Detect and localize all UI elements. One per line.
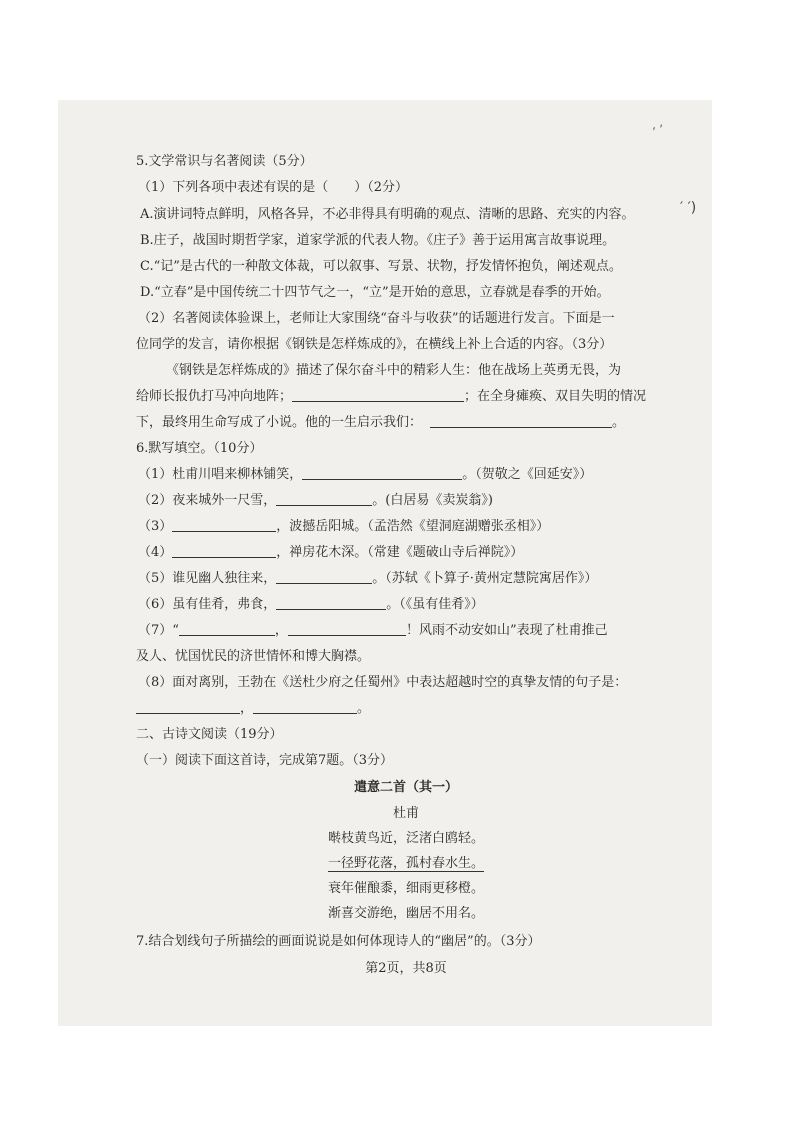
- answer-blank[interactable]: [430, 413, 612, 428]
- q6-item7-comma: ，: [274, 623, 288, 638]
- q6-item4-text: ，禅房花木深。（常建《题破山寺后禅院》）: [276, 545, 524, 560]
- q6-item3-num: （3）: [138, 519, 173, 534]
- answer-blank[interactable]: [253, 699, 357, 714]
- q6-item2: [138, 489, 493, 508]
- q6-item7: [138, 619, 608, 638]
- q6-item8-blanks: [136, 697, 370, 716]
- answer-blank[interactable]: [276, 491, 372, 506]
- answer-blank[interactable]: [288, 621, 406, 636]
- q5-option-b: B.庄子，战国时期哲学家，道家学派的代表人物。《庄子》善于运用寓言故事说理。: [140, 233, 616, 248]
- section2-sub: （一）阅读下面这首诗，完成第7题。（3分）: [136, 753, 394, 768]
- q5-para-line3: [136, 411, 625, 430]
- q6-item1-text: （1）杜甫川唱来柳林铺笑，: [138, 467, 303, 482]
- q6-item4-num: （4）: [138, 545, 173, 560]
- q5-option-a: A.演讲词特点鲜明，风格各异，不必非得具有明确的观点、清晰的思路、充实的内容。: [140, 207, 635, 222]
- q6-item5: [138, 567, 597, 586]
- exam-paper: [58, 100, 712, 1026]
- q7-question: 7.结合划线句子所描绘的画面说说是如何体现诗人的“幽居”的。（3分）: [136, 934, 541, 949]
- q6-item7-num: （7）“: [138, 623, 179, 638]
- q5-para-line3a: 下，最终用生命写成了小说。他的一生启示我们：: [136, 415, 423, 430]
- q6-item4: [138, 541, 523, 560]
- poem-line2: [136, 852, 676, 871]
- q6-item7-cont: 及人、忧国忧民的济世情怀和博大胸襟。: [136, 649, 371, 664]
- answer-blank[interactable]: [276, 569, 372, 584]
- pen-mark: ′ ′: [651, 122, 668, 142]
- q6-item1-source: 。（贺敬之《回延安》）: [462, 467, 593, 482]
- answer-blank[interactable]: [172, 543, 276, 558]
- q5-para-line2: [136, 385, 646, 404]
- q5-para-line1: 《钢铁是怎样炼成的》描述了保尔奋斗中的精彩人生：他在战场上英勇无畏，为: [166, 363, 622, 378]
- section2-title: 二、古诗文阅读（19分）: [136, 727, 283, 742]
- q5-sub2-line1: （2）名著阅读体验课上，老师让大家围绕“奋斗与收获”的话题进行发言。下面是一: [138, 311, 615, 326]
- answer-blank[interactable]: [179, 621, 275, 636]
- poem-line1: 啭枝黄鸟近，泛渚白鸥轻。: [327, 831, 484, 846]
- q5-option-d: D.“立春”是中国传统二十四节气之一，“立”是开始的意思，立春就是春季的开始。: [140, 285, 610, 300]
- q6-item1: [138, 463, 592, 482]
- answer-blank[interactable]: [136, 699, 240, 714]
- q6-item8-end: 。: [357, 701, 371, 716]
- q5-para-line3b: 。: [612, 415, 626, 430]
- q6-item8: （8）面对离别，王勃在《送杜少府之任蜀州》中表达超越时空的真挚友情的句子是：: [138, 675, 628, 690]
- q6-item3: [138, 515, 549, 534]
- q6-item3-text: ，波撼岳阳城。（孟浩然《望洞庭湖赠张丞相》）: [276, 519, 550, 534]
- answer-blank[interactable]: [276, 595, 386, 610]
- poem-line3: 衰年催酿黍，细雨更移橙。: [327, 881, 484, 896]
- pen-mark: ′ ′): [680, 200, 697, 216]
- answer-blank[interactable]: [172, 517, 276, 532]
- q5-para-line2b: ；在全身瘫痪、双目失明的情况: [464, 389, 647, 404]
- q5-title: 5.文学常识与名著阅读（5分）: [136, 154, 313, 169]
- q5-sub1: （1）下列各项中表述有误的是（ ）（2分）: [138, 180, 409, 195]
- q5-para-line2a: 给师长报仇打马冲向地阵；: [136, 389, 293, 404]
- poem-title: 遣意二首（其一）: [353, 780, 458, 795]
- q6-title: 6.默写填空。（10分）: [136, 441, 263, 456]
- q6-item5-source: 。（苏轼《卜算子·黄州定慧院寓居作》）: [372, 571, 598, 586]
- answer-blank[interactable]: [302, 465, 462, 480]
- q6-item5-text: （5）谁见幽人独往来，: [138, 571, 277, 586]
- poem-line2-underlined: 一径野花落，孤村春水生。: [327, 856, 484, 871]
- q6-item7-text: ！风雨不动安如山”表现了杜甫推己: [405, 623, 608, 638]
- q5-sub2-line2: 位同学的发言，请你根据《钢铁是怎样炼成的》，在横线上补上合适的内容。（3分）: [136, 337, 613, 352]
- q6-item2-text: （2）夜来城外一尺雪，: [138, 493, 277, 508]
- q6-item6-source: 。（《虽有佳肴》）: [386, 597, 484, 612]
- poem-author: 杜甫: [392, 806, 419, 821]
- q6-item6-text: （6）虽有佳肴，弗食，: [138, 597, 277, 612]
- poem-line4: 渐喜交游绝，幽居不用名。: [327, 906, 484, 921]
- page-footer: 第2页，共8页: [365, 961, 447, 976]
- q6-item2-source: 。(白居易《卖炭翁》): [372, 493, 493, 508]
- answer-blank[interactable]: [292, 387, 464, 402]
- q6-item8-comma: ，: [240, 701, 254, 716]
- q6-item6: [138, 593, 484, 612]
- q5-option-c: C.“记”是古代的一种散文体裁，可以叙事、写景、状物，抒发情怀抱负，阐述观点。: [140, 259, 622, 274]
